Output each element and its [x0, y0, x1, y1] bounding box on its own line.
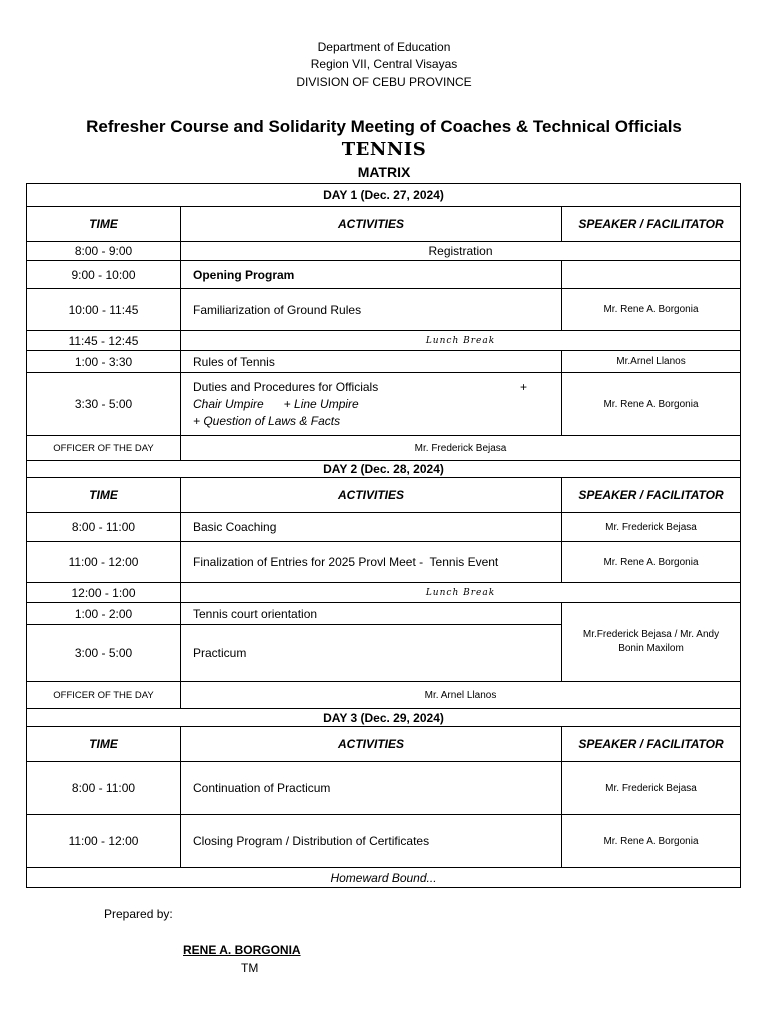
table-row [27, 261, 741, 289]
day-header-row [27, 461, 741, 478]
speaker-column-header: SPEAKER / FACILITATOR [562, 727, 741, 762]
plus-sign: + [519, 379, 527, 394]
activities-column-header: ACTIVITIES [181, 478, 562, 513]
day-header-row [27, 709, 741, 727]
table-row [27, 373, 741, 436]
table-row [27, 542, 741, 583]
time-cell: 3:30 - 5:00 [27, 373, 181, 436]
time-cell: 11:00 - 12:00 [27, 542, 181, 583]
matrix-title: MATRIX [357, 164, 411, 180]
document-title: Refresher Course and Solidarity Meeting of Coaches & Technical Officials [86, 117, 682, 136]
speaker-column-header: SPEAKER / FACILITATOR [562, 207, 741, 242]
speaker-line: Mr.Frederick Bejasa / Mr. Andy [582, 629, 720, 640]
officer-label: OFFICER OF THE DAY [27, 682, 181, 709]
column-header-row [27, 727, 741, 762]
activity-cell: Finalization of Entries for 2025 Provl Meet - Tennis Event [181, 542, 562, 583]
time-column-header: TIME [27, 207, 181, 242]
header-department: Department of Education [317, 40, 451, 54]
table-row [27, 815, 741, 868]
time-cell: 10:00 - 11:45 [27, 289, 181, 331]
speaker-cell: Mr. Rene A. Borgonia [562, 542, 741, 583]
time-column-header: TIME [27, 727, 181, 762]
day-header-row [27, 184, 741, 207]
header-region: Region VII, Central Visayas [310, 57, 458, 71]
time-cell: 11:45 - 12:45 [27, 331, 181, 351]
officer-row [27, 436, 741, 461]
officer-label: OFFICER OF THE DAY [27, 436, 181, 461]
table-row [27, 513, 741, 542]
speaker-cell [562, 261, 741, 289]
activity-cell: Basic Coaching [181, 513, 562, 542]
time-cell: 1:00 - 3:30 [27, 351, 181, 373]
lunch-break-cell: Lunch Break [181, 331, 741, 351]
activity-line: + Question of Laws & Facts [193, 413, 341, 428]
day1-label: DAY 1 (Dec. 27, 2024) [27, 184, 741, 207]
schedule-table [26, 183, 741, 888]
time-column-header: TIME [27, 478, 181, 513]
officer-name: Mr. Arnel Llanos [181, 682, 741, 709]
day3-label: DAY 3 (Dec. 29, 2024) [27, 709, 741, 727]
time-cell: 3:00 - 5:00 [27, 625, 181, 682]
table-row [27, 351, 741, 373]
time-cell: 11:00 - 12:00 [27, 815, 181, 868]
table-row [27, 762, 741, 815]
speaker-cell: Mr. Rene A. Borgonia [562, 373, 741, 436]
footer-row [27, 868, 741, 888]
day2-label: DAY 2 (Dec. 28, 2024) [27, 461, 741, 478]
activity-cell: Rules of Tennis [181, 351, 562, 373]
speaker-cell: Mr. Frederick Bejasa [562, 513, 741, 542]
time-cell: 8:00 - 9:00 [27, 242, 181, 261]
sport-title: TENNIS [341, 139, 427, 160]
speaker-cell: Mr. Frederick Bejasa [562, 762, 741, 815]
time-cell: 12:00 - 1:00 [27, 583, 181, 603]
activity-cell: Closing Program / Distribution of Certificates [181, 815, 562, 868]
activities-column-header: ACTIVITIES [181, 207, 562, 242]
officer-row [27, 682, 741, 709]
activity-cell [181, 373, 562, 436]
column-header-row [27, 207, 741, 242]
table-row [27, 583, 741, 603]
activity-cell: Continuation of Practicum [181, 762, 562, 815]
time-cell: 8:00 - 11:00 [27, 513, 181, 542]
activity-cell: Registration [181, 242, 741, 261]
column-header-row [27, 478, 741, 513]
table-row [27, 289, 741, 331]
activity-line: Duties and Procedures for Officials [193, 379, 379, 394]
table-row [27, 603, 741, 625]
homeward-bound: Homeward Bound... [27, 868, 741, 888]
speaker-column-header: SPEAKER / FACILITATOR [562, 478, 741, 513]
prepared-by-label: Prepared by: [104, 907, 173, 921]
table-row [27, 242, 741, 261]
activity-line: Chair Umpire + Line Umpire [193, 396, 359, 411]
table-row [27, 331, 741, 351]
preparer-position: TM [241, 961, 259, 975]
speaker-cell [562, 603, 741, 682]
speaker-cell: Mr. Rene A. Borgonia [562, 815, 741, 868]
officer-name: Mr. Frederick Bejasa [181, 436, 741, 461]
activity-cell: Tennis court orientation [181, 603, 562, 625]
time-cell: 8:00 - 11:00 [27, 762, 181, 815]
time-cell: 9:00 - 10:00 [27, 261, 181, 289]
activity-cell: Opening Program [181, 261, 562, 289]
activities-column-header: ACTIVITIES [181, 727, 562, 762]
activity-cell: Practicum [181, 625, 562, 682]
time-cell: 1:00 - 2:00 [27, 603, 181, 625]
speaker-cell: Mr.Arnel Llanos [562, 351, 741, 373]
speaker-cell: Mr. Rene A. Borgonia [562, 289, 741, 331]
header-division: DIVISION OF CEBU PROVINCE [296, 75, 472, 89]
speaker-line: Bonin Maxilom [618, 643, 684, 654]
activity-cell: Familiarization of Ground Rules [181, 289, 562, 331]
lunch-break-cell: Lunch Break [181, 583, 741, 603]
preparer-name: RENE A. BORGONIA [183, 943, 301, 957]
